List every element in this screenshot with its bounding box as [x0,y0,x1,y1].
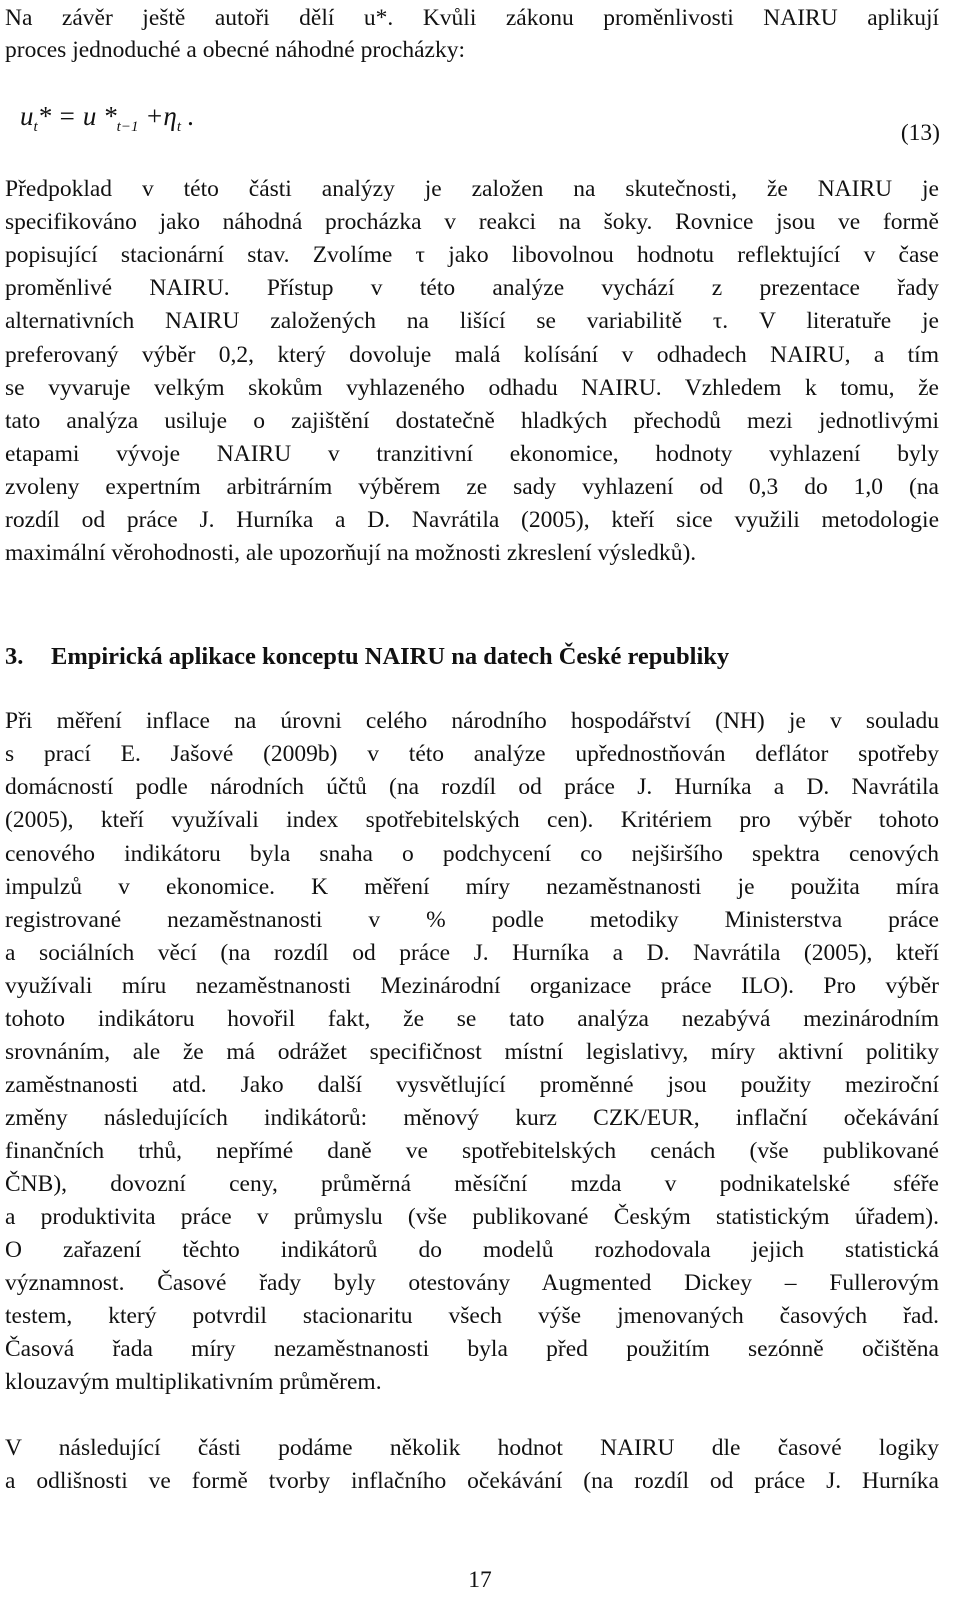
text-line: srovnáním, ale že má odrážet specifičnost místní legislativy, míry aktivní politiky [5,1039,939,1065]
text-line: Při měření inflace na úrovni celého národního hospodářství (NH) je v souladu [5,708,939,734]
text-line: V následující části podáme několik hodnot NAIRU dle časové logiky [5,1435,939,1461]
section-title: Empirická aplikace konceptu NAIRU na datech České republiky [51,643,730,670]
text-line: O zařazení těchto indikátorů do modelů rozhodovala jejich statistická [5,1237,939,1263]
text-line: významnost. Časové řady byly otestovány Augmented Dickey – Fullerovým [5,1270,939,1296]
section-number: 3. [5,643,24,670]
text-line: popisující stacionární stav. Zvolíme τ jako libovolnou hodnotu reflektující v čase [5,242,939,268]
text-line: impulzů v ekonomice. K měření míry nezaměstnanosti je použita míra [5,874,939,900]
section-heading [5,640,939,674]
text-line: ČNB), dovozní ceny, průměrná měsíční mzda v podnikatelské sféře [5,1171,939,1197]
text-line: zaměstnanosti atd. Jako další vysvětlující proměnné jsou použity meziroční [5,1072,939,1098]
equation-number: (13) [900,120,940,146]
text-line: se vyvaruje velkým skokům vyhlazeného odhadu NAIRU. Vzhledem k tomu, že [5,375,939,401]
text-line: a produktivita práce v průmyslu (vše publikované Českým statistickým úřadem). [5,1204,939,1230]
text-line: rozdíl od práce J. Hurníka a D. Navrátila (2005), kteří sice využili metodologie [5,507,939,533]
text-line: Předpoklad v této části analýzy je založen na skutečnosti, že NAIRU je [5,176,939,202]
text-line: finančních trhů, nepřímé daně ve spotřebitelských cenách (vše publikované [5,1138,939,1164]
text-line: (2005), kteří využívali index spotřebitelských cen). Kritériem pro výběr tohoto [5,807,939,833]
text-line: alternativních NAIRU založených na lišící se variabilitě τ. V literatuře je [5,308,939,334]
text-line: proces jednoduché a obecné náhodné procházky: [5,37,466,63]
text-line: maximální věrohodnosti, ale upozorňují na možnosti zkreslení výsledků). [5,540,697,566]
page-number: 17 [468,1567,492,1593]
text-line: využívali míru nezaměstnanosti Mezinárodní organizace práce ILO). Pro výběr [5,973,939,999]
text-line: Na závěr ještě autoři dělí u*. Kvůli zákonu proměnlivosti NAIRU aplikují [5,5,939,31]
text-line: registrované nezaměstnanosti v % podle metodiky Ministerstva práce [5,907,939,933]
text-line: Časová řada míry nezaměstnanosti byla před použitím sezónně očištěna [5,1336,939,1362]
text-line: tato analýza usiluje o zajištění dostatečně hladkých přechodů mezi jednotlivými [5,408,939,434]
text-line: změny následujících indikátorů: měnový kurz CZK/EUR, inflační očekávání [5,1105,939,1131]
text-line: zvoleny expertním arbitrárním výběrem ze sady vyhlazení od 0,3 do 1,0 (na [5,474,939,500]
equation: $u_t* = u$ $*_{t-1} +\eta_t$ . [20,101,195,135]
text-line: domácností podle národních účtů (na rozdíl od práce J. Hurníka a D. Navrátila [5,774,939,800]
text-line: cenového indikátoru byla snaha o podchycení co nejširšího spektra cenových [5,841,939,867]
text-line: proměnlivé NAIRU. Přístup v této analýze vychází z prezentace řady [5,275,939,301]
text-line: specifikováno jako náhodná procházka v reakci na šoky. Rovnice jsou ve formě [5,209,939,235]
text-line: testem, který potvrdil stacionaritu všech výše jmenovaných časových řad. [5,1303,939,1329]
text-line: a sociálních věcí (na rozdíl od práce J. Hurníka a D. Navrátila (2005), kteří [5,940,939,966]
text-line: tohoto indikátoru hovořil fakt, že se tato analýza nezabývá mezinárodním [5,1006,939,1032]
text-line: preferovaný výběr 0,2, který dovoluje malá kolísání v odhadech NAIRU, a tím [5,342,939,368]
text-line: klouzavým multiplikativním průměrem. [5,1369,382,1395]
text-line: s prací E. Jašové (2009b) v této analýze upřednostňován deflátor spotřeby [5,741,939,767]
text-line: a odlišnosti ve formě tvorby inflačního očekávání (na rozdíl od práce J. Hurníka [5,1468,939,1494]
text-line: etapami vývoje NAIRU v tranzitivní ekonomice, hodnoty vyhlazení byly [5,441,939,467]
